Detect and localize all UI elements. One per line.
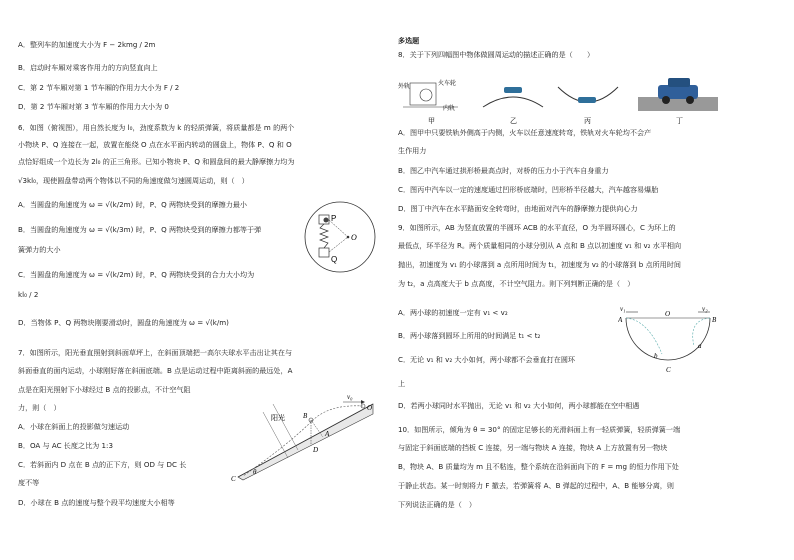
label-p: P bbox=[331, 214, 337, 223]
q5-option-c: C．第 2 节车厢对第 1 节车厢的作用力大小为 F / 2 bbox=[18, 83, 180, 92]
q9-stem-4: 为 t₂，a 点高度大于 b 点高度，不计空气阻力。则下列判断正确的是（ ） bbox=[398, 279, 635, 288]
q7-stem-3: 点是在阳光照射下小球经过 B 点的投影点，不计空气阻 bbox=[18, 385, 191, 394]
q10-stem-3: B，物块 A、B 质量均为 m 且不粘连，整个系统在沿斜面向下的 F = mg 的恒力作用下处 bbox=[398, 462, 679, 471]
label-d: D bbox=[313, 446, 319, 454]
center-o bbox=[347, 236, 350, 239]
label-a-point: A bbox=[618, 316, 623, 324]
q7-stem-1: 7．如图所示，阳光垂直照射到斜面草坪上，在斜面顶端把一高尔夫球水平击出让其在与 bbox=[18, 348, 293, 357]
fig-ding bbox=[638, 78, 718, 125]
q7-stem-2: 斜面垂直的面内运动，小球刚好落在斜面底端。B 点是运动过程中距离斜面的最远处，A bbox=[18, 366, 293, 375]
q8-option-a: A．图甲中只要铁轨外侧高于内侧，火车以任意速度转弯，铁轨对火车轮均不会产 bbox=[398, 128, 652, 137]
q6-stem-3: 点恰好组成一个边长为 2l₀ 的正三角形。已知小物块 P、Q 和圆盘间的最大静摩擦力均为 bbox=[18, 157, 295, 166]
q6-stem-1: 6．如图（俯视图），用自然长度为 l₀，劲度系数为 k 的轻质弹簧，将质量都是 m 的两个 bbox=[18, 123, 295, 132]
q7-option-d: D．小球在 B 点的速度与整个段平均速度大小相等 bbox=[18, 498, 175, 507]
label-q: Q bbox=[331, 255, 338, 264]
q9-option-c-cont: 上 bbox=[398, 379, 406, 388]
fig-yi bbox=[483, 87, 543, 125]
car-bing bbox=[578, 97, 596, 103]
sun-ray-2 bbox=[273, 404, 298, 450]
q8-option-b: B．图乙中汽车通过拱形桥最高点时，对桥的压力小于汽车自身重力 bbox=[398, 166, 609, 175]
label-yi: 乙 bbox=[510, 117, 517, 125]
q9-option-a: A．两小球的初速度一定有 v₁ < v₂ bbox=[398, 308, 508, 317]
label-c: C bbox=[231, 475, 236, 482]
q5-option-b: B．启动时车厢对乘客作用力的方向竖直向上 bbox=[18, 63, 158, 72]
wheel bbox=[420, 89, 432, 101]
q8-stem: 8．关于下列四幅图中物体做圆周运动的描述正确的是（ ） bbox=[398, 50, 595, 59]
arrow-head bbox=[361, 400, 365, 404]
q6-option-b: B．当圆盘的角速度为 ω = √(k/3m) 时，P、Q 两物块受到的摩擦力都等于弹 bbox=[18, 225, 262, 234]
q9-option-c: C．无论 v₁ 和 v₂ 大小如何，两小球都不会垂直打在圆环 bbox=[398, 355, 576, 364]
spring bbox=[320, 224, 328, 248]
label-o: O bbox=[351, 233, 357, 242]
q5-a-formula: F − 2kmg / 2m bbox=[103, 41, 156, 49]
semicircle bbox=[626, 318, 710, 360]
q6-option-c: C．当圆盘的角速度为 ω = √(k/2m) 时，P、Q 两物块受到的合力大小均为 bbox=[18, 270, 255, 279]
label-b: B bbox=[303, 412, 308, 420]
car-wheel-1 bbox=[662, 96, 670, 104]
car-wheel-2 bbox=[686, 96, 694, 104]
label-ding: 丁 bbox=[676, 117, 683, 125]
q6-stem-2: 小物块 P、Q 连接在一起，放置在能绕 O 点在水平面内转动的圆盘上，物体 P、Q 和 O bbox=[18, 140, 292, 149]
q10-stem-4: 于静止状态。某一时刻将力 F 撤去，若弹簧将 A、B 弹起的过程中，A、B 能够分离，则 bbox=[398, 481, 674, 490]
q7-stem-4: 力，则（ ） bbox=[18, 403, 61, 412]
label-outer: 外轨 bbox=[398, 83, 411, 90]
q6-stem-4: √3kl₀，现使圆盘带动两个物体以不同的角速度做匀速圆周运动，则（ ） bbox=[18, 176, 249, 185]
disc-outline bbox=[305, 202, 375, 272]
label-inner: 内轨 bbox=[443, 105, 456, 112]
q9-stem-2: 最低点，环半径为 R。两个质量相同的小球分别从 A 点和 B 点以初速度 v₁ 和 v₂ 水平相向 bbox=[398, 241, 682, 250]
q8-option-c: C．图丙中汽车以一定的速度通过凹形桥底端时，凹形桥半径越大，汽车越容易爆胎 bbox=[398, 185, 659, 194]
label-o: O bbox=[665, 310, 671, 318]
label-sun: 阳光 bbox=[271, 414, 285, 422]
arch-bridge bbox=[483, 97, 543, 107]
q7-option-c: C．若斜面内 D 点在 B 点的正下方，则 OD 与 DC 长 bbox=[18, 460, 187, 469]
q7-option-a: A．小球在斜面上的投影做匀速运动 bbox=[18, 422, 130, 431]
q9-stem-3: 抛出，初速度为 v₁ 的小球落到 a 点所用时间为 t₁，初速度为 v₂ 的小球落到 b 点所用时间 bbox=[398, 260, 681, 269]
q6-option-b-cont: 簧弹力的大小 bbox=[18, 245, 61, 254]
q5-c-formula: F / 2 bbox=[163, 84, 180, 92]
q7-option-c-cont: 度不等 bbox=[18, 478, 40, 487]
q10-stem-1: 10．如图所示，倾角为 θ = 30° 的固定足够长的光滑斜面上有一轻质弹簧，轻质弹簧一端 bbox=[398, 425, 681, 434]
q8-option-d: D．图丁中汽车在水平路面安全转弯时，由地面对汽车的静摩擦力提供向心力 bbox=[398, 204, 638, 213]
fig-jia bbox=[398, 79, 458, 125]
section-heading: 多选题 bbox=[398, 36, 420, 45]
q9-stem-1: 9．如图所示，AB 为竖直放置的半圆环 ACB 的水平直径，O 为半圆环圆心，C 为环上的 bbox=[398, 223, 676, 232]
line-qo bbox=[329, 237, 348, 252]
label-a: A bbox=[325, 430, 330, 438]
q5-option-a: A．整列车的加速度大小为 F − 2kmg / 2m bbox=[18, 40, 156, 49]
label-c: C bbox=[666, 366, 671, 374]
q7-slope-figure bbox=[223, 392, 378, 482]
q9-option-d: D．若两小球同时水平抛出，无论 v₁ 和 v₂ 大小如何，两小球都能在空中相遇 bbox=[398, 401, 640, 410]
label-theta: θ bbox=[253, 468, 257, 476]
q9-semicircle-figure bbox=[618, 306, 718, 386]
label-o: O bbox=[367, 404, 373, 412]
path-from-a bbox=[626, 318, 662, 354]
block-q bbox=[319, 248, 329, 257]
label-a: a bbox=[698, 342, 702, 350]
label-b-point: B bbox=[712, 316, 717, 324]
q6-disc-figure bbox=[303, 200, 378, 275]
road bbox=[638, 97, 718, 111]
label-v2: v₂ bbox=[702, 306, 708, 313]
q8-figure-strip bbox=[398, 65, 778, 127]
car-roof bbox=[668, 78, 690, 87]
q6-option-c-cont: kl₀ / 2 bbox=[18, 290, 39, 299]
label-v1: v₁ bbox=[620, 306, 626, 313]
label-v0: v₀ bbox=[347, 393, 353, 401]
label-jia: 甲 bbox=[428, 117, 435, 125]
fig-bing bbox=[558, 87, 618, 125]
q6-option-a: A．当圆盘的角速度为 ω = √(k/2m) 时，P、Q 两物块受到的摩擦力最小 bbox=[18, 200, 248, 209]
point-p bbox=[324, 218, 329, 223]
q7-option-b: B．OA 与 AC 长度之比为 1:3 bbox=[18, 441, 113, 450]
label-wheel: 火车轮 bbox=[438, 80, 457, 87]
q9-option-b: B．两小球落到圆环上所用的时间满足 t₁ < t₂ bbox=[398, 331, 541, 340]
car-yi bbox=[504, 87, 522, 93]
label-bing: 丙 bbox=[584, 117, 591, 125]
q5-option-d: D．第 2 节车厢对第 3 节车厢的作用力大小为 0 bbox=[18, 102, 169, 111]
q8-option-a-cont: 生作用力 bbox=[398, 146, 427, 155]
label-b: b bbox=[654, 352, 658, 360]
q6-option-d: D．当物体 P、Q 两物块刚要滑动时，圆盘的角速度为 ω = √(k/m) bbox=[18, 318, 229, 327]
q10-stem-2: 与固定于斜面底端的挡板 C 连接，另一端与物块 A 连接，物块 A 上方放置有另一物块 bbox=[398, 443, 668, 452]
q10-stem-5: 下列说法正确的是（ ） bbox=[398, 500, 477, 509]
